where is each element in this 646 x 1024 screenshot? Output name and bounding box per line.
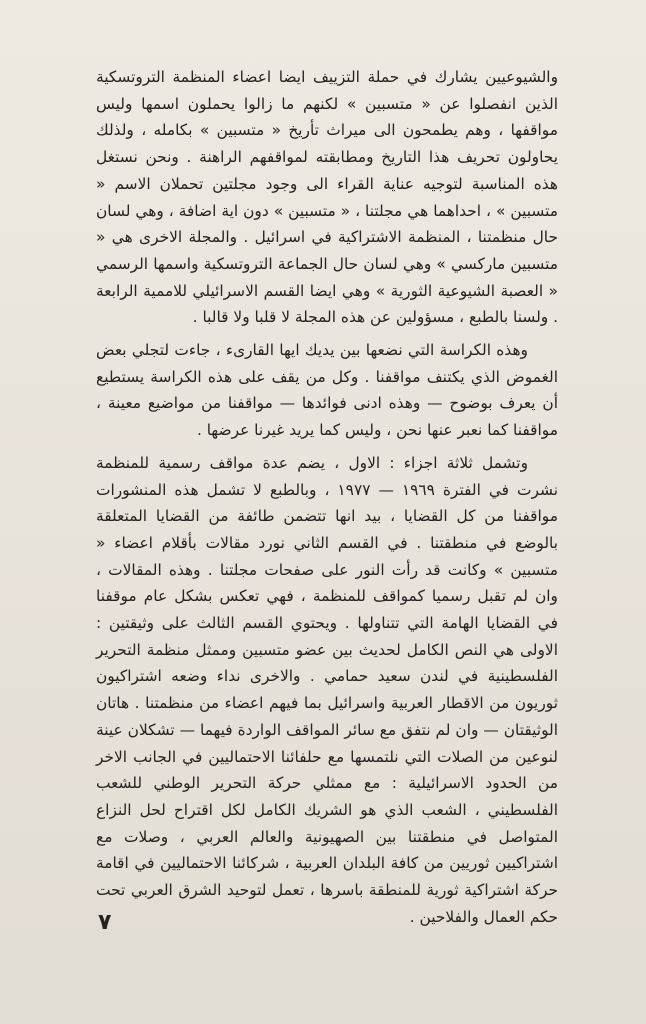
page-number: ٧ (98, 910, 112, 935)
paragraph-1: والشيوعيين يشارك في حملة التزييف ايضا اعضاء المنظمة التروتسكية الذين انفصلوا عن « متسبين » لكنهم ما زالوا يحملون اسمها وليس مواقفها ، وهم يطمحون الى ميراث تأريخ « متسبين » بكامله ، ولذلك يحاولون تحريف هذا التاريخ ومطابقته لمواقفهم الراهنة . ونحن نستغل هذه المناسبة لتوجيه عناية القراء الى وجود مجلتين تحملان الاسم « متسبين » ، احداهما هي مجلتنا ، « متسبين » دون اية اضافة ، وهي لسان حال منظمتنا ، المنظمة الاشتراكية في اسرائيل . والمجلة الاخرى هي « متسبين ماركسي » وهي لسان حال الجماعة التروتسكية واسمها الرسمي « العصبة الشيوعية الثورية » وهي ايضا القسم الاسرائيلي للاممية الرابعة . ولسنا بالطبع ، مسؤولين عن هذه المجلة لا قلبا ولا قالبا . (96, 68, 558, 327)
body-text (96, 64, 558, 931)
paragraph-2: وهذه الكراسة التي نضعها بين يديك ايها القارىء ، جاءت لتجلي بعض الغموض الذي يكتنف مواقفنا . وكل من يقف على هذه الكراسة يستطيع أن يعرف بوضوح — وهذه ادنى فوائدها — مواقفنا من مواضيع معينة ، مواقفنا كما نعبر عنها نحن ، وليس كما يريد غيرنا عرضها . (96, 341, 558, 440)
paragraph-3: وتشمل ثلاثة اجزاء : الاول ، يضم عدة مواقف رسمية للمنظمة نشرت في الفترة ١٩٦٩ — ١٩٧٧ ، وبالطبع لا تشمل هذه المنشورات مواقفنا من كل القضايا ، بيد انها تتضمن طائفة من القضايا المتعلقة بالوضع في منطقتنا . في القسم الثاني نورد مقالات بأقلام اعضاء « متسبين » وكانت قد رأت النور على صفحات مجلتنا . وهذه المقالات ، وان لم تقبل رسميا كمواقف للمنظمة ، فهي تعكس بشكل عام موقفنا في القضايا الهامة التي تتناولها . ويحتوي القسم الثالث على وثيقتين : الاولى هي النص الكامل لحديث بين عضو متسبين وممثل منظمة التحرير الفلسطينية في لندن سعيد حمامي . والاخرى نداء وضعه اشتراكيون ثوريون من الاقطار العربية واسرائيل بما فيهم اعضاء من منظمتنا . هاتان الوثيقتان — وان لم نتفق مع سائر المواقف الواردة فيهما — تشكلان عينة لنوعين من الصلات التي نلتمسها مع حلفائنا الاحتماليين في الجانب الاخر من الحدود الاسرائيلية : مع ممثلي حركة التحرير الوطني للشعب الفلسطيني ، الشعب الذي هو الشريك الكامل لكل اقتراح لحل النزاع المتواصل في منطقتنا بين الصهيونية والعالم العربي ، وصلات مع اشتراكيين ثوريين من كافة البلدان العربية ، شركائنا الاحتماليين في اقامة حركة اشتراكية ثورية للمنطقة باسرها ، تعمل لتوحيد الشرق العربي تحت حكم العمال والفلاحين . (96, 453, 558, 926)
